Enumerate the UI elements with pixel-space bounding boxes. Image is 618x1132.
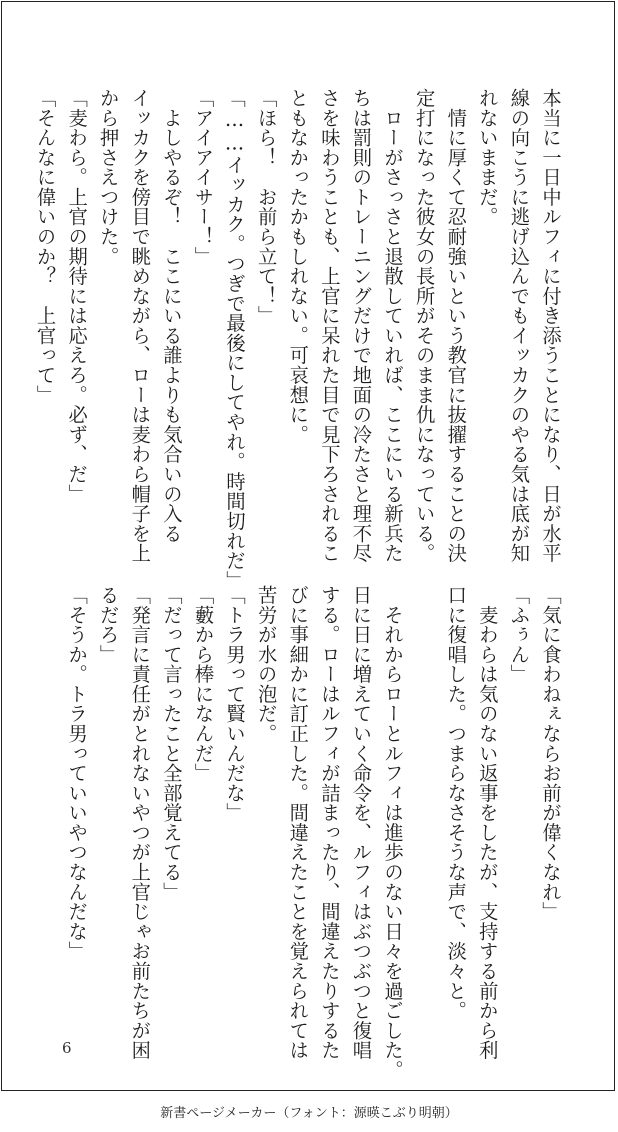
- text-line: 「発言に責任がとれないやつが上官じゃお前たちが困: [128, 585, 152, 1060]
- text-line: びに事細かに訂正した。間違えたことを覚えられては: [286, 585, 310, 1060]
- text-line: 「……イッカク。つぎで最後にしてやれ。時間切れだ」: [223, 88, 247, 591]
- text-line: 「藪から棒になんだ」: [191, 585, 215, 783]
- text-line: 「そうか。トラ男っていいやつなんだな」: [65, 585, 89, 962]
- text-line: よしやるぞ！ ここにいる誰よりも気合いの入る: [159, 88, 183, 544]
- text-line: 「ふぅん」: [507, 585, 531, 684]
- text-line: 「だって言ったこと全部覚えてる」: [159, 585, 183, 902]
- text-line: 「そんなに偉いのか？ 上官って」: [33, 88, 57, 405]
- text-line: ローがさっさと退散していれば、ここにいる新兵た: [381, 88, 405, 563]
- text-line: 「ほら！ お前ら立て！」: [254, 88, 278, 326]
- text-line: 「麦わら。上官の期待には応えろ。必ず、だ」: [65, 88, 89, 504]
- text-column-top: [29, 88, 566, 591]
- text-line: 日に日に増えていく命令を、ルフィはぶつぶつと復唱: [349, 585, 373, 1060]
- text-line: 苦労が水の泡だ。: [254, 585, 278, 744]
- text-line: るだろ」: [96, 585, 120, 665]
- text-line: さを味わうことも、上官に呆れた目で見下ろされるこ: [317, 88, 341, 563]
- text-line: ともなかったかもしれない。可哀想に。: [286, 88, 310, 445]
- text-line: 「気に食わねぇならお前が偉くなれ」: [539, 585, 562, 922]
- text-line: 本当に一日中ルフィに付き添うことになり、日が水平: [539, 88, 562, 563]
- text-line: する。ローはルフィが詰まったり、間違えたりするた: [317, 585, 341, 1060]
- text-line: から押さえつけた。: [96, 88, 120, 267]
- text-line: れないままだ。: [475, 88, 499, 227]
- text-line: 情に厚くて忍耐強いという教官に抜擢することの決: [444, 88, 468, 563]
- text-line: 麦わらは気のない返事をしたが、支持する前から利: [475, 585, 499, 1060]
- text-line: 定打になった彼女の長所がそのまま仇になっている。: [412, 88, 436, 563]
- text-line: [408, 585, 440, 1015]
- text-line: 線の向こうに逃げ込んでもイッカクのやる気は底が知: [507, 88, 531, 563]
- text-line: それからローとルフィは進歩のない日々を過ごした。: [381, 585, 405, 1080]
- page-number: 6: [62, 1039, 72, 1057]
- text-line: 「トラ男って賢いんだな」: [223, 585, 247, 823]
- page-frame: [1, 1, 615, 1091]
- text-line: ちは罰則のトレーニングだけで地面の冷たさと理不尽: [349, 88, 373, 563]
- text-line: 口に復唱した。つまらなさそうな声で、淡々と。: [444, 585, 468, 1021]
- footer-caption: 新書ページメーカー（フォント：源暎こぶり明朝）: [160, 1106, 458, 1121]
- text-line: 「アイアイサー！」: [191, 88, 215, 267]
- text-line: イッカクを傍目で眺めながら、ローは麦わら帽子を上: [128, 88, 152, 563]
- text-column-bottom: [61, 585, 567, 1080]
